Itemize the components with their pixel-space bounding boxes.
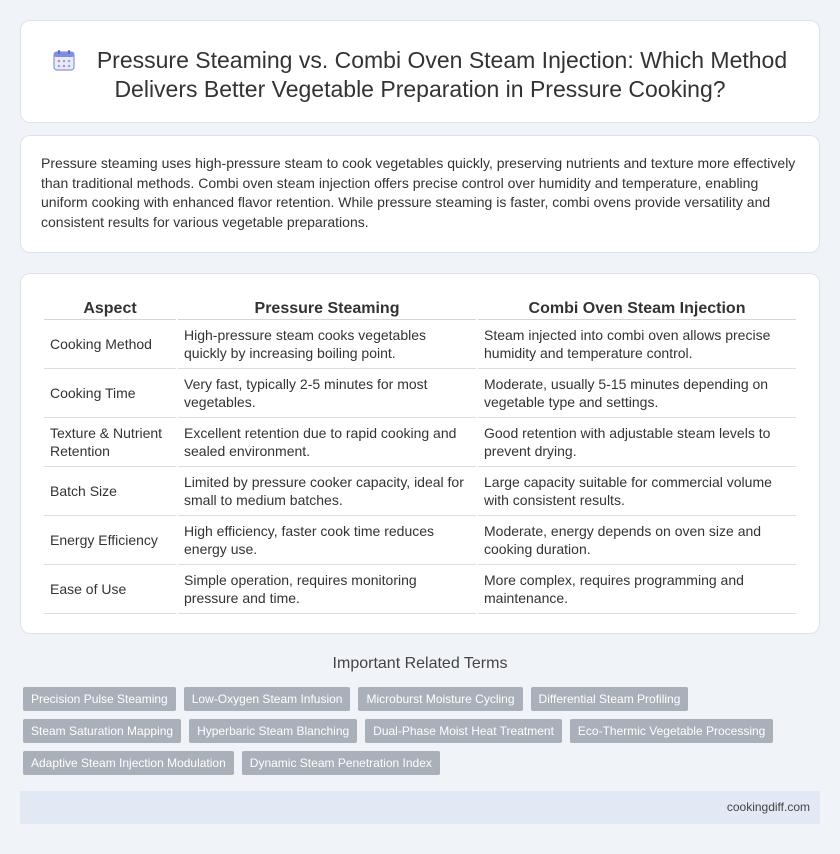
row-aspect: Texture & Nutrient Retention	[44, 418, 176, 467]
row-pressure-steaming: High efficiency, faster cook time reduces energy use.	[178, 516, 476, 565]
tag-eco-thermic-vegetable-processing[interactable]: Eco-Thermic Vegetable Processing	[570, 719, 773, 743]
tag-precision-pulse-steaming[interactable]: Precision Pulse Steaming	[23, 687, 176, 711]
comparison-card	[20, 273, 820, 634]
row-pressure-steaming: Excellent retention due to rapid cooking and sealed environment.	[178, 418, 476, 467]
related-terms-heading: Important Related Terms	[332, 655, 508, 672]
page-title	[51, 46, 789, 104]
footer-site-link[interactable]: cookingdiff.com	[726, 800, 810, 814]
footer	[20, 791, 820, 824]
tag-adaptive-steam-injection-modulation[interactable]: Adaptive Steam Injection Modulation	[23, 751, 234, 775]
header-pressure-steaming: Pressure Steaming	[178, 296, 476, 320]
intro-card	[20, 135, 820, 253]
row-pressure-steaming: Very fast, typically 2-5 minutes for most vegetables.	[178, 369, 476, 418]
table-row	[44, 467, 796, 516]
row-aspect: Cooking Method	[44, 320, 176, 369]
row-combi-oven: Good retention with adjustable steam levels to prevent drying.	[478, 418, 796, 467]
intro-text: Pressure steaming uses high-pressure steam to cook vegetables quickly, preserving nutrients and texture more effectively than traditional methods. Combi oven steam injection offers precise control over humidity and temperature, enabling uniform cooking with enhanced flavor retention. While pressure steaming is faster, combi ovens provide versatility and consistent results for various vegetable preparations.	[41, 155, 796, 230]
tag-row	[23, 751, 803, 775]
calendar-icon	[53, 49, 75, 71]
related-terms-tags	[23, 687, 803, 783]
header-combi-oven: Combi Oven Steam Injection	[478, 296, 796, 320]
table-row	[44, 565, 796, 614]
row-aspect: Energy Efficiency	[44, 516, 176, 565]
row-combi-oven: Steam injected into combi oven allows precise humidity and temperature control.	[478, 320, 796, 369]
table-row	[44, 320, 796, 369]
row-aspect: Ease of Use	[44, 565, 176, 614]
tag-steam-saturation-mapping[interactable]: Steam Saturation Mapping	[23, 719, 181, 743]
row-combi-oven: More complex, requires programming and maintenance.	[478, 565, 796, 614]
tag-row	[23, 719, 803, 743]
table-row	[44, 418, 796, 467]
row-pressure-steaming: Limited by pressure cooker capacity, ideal for small to medium batches.	[178, 467, 476, 516]
tag-dynamic-steam-penetration-index[interactable]: Dynamic Steam Penetration Index	[242, 751, 440, 775]
tag-hyperbaric-steam-blanching[interactable]: Hyperbaric Steam Blanching	[189, 719, 357, 743]
row-combi-oven: Moderate, usually 5-15 minutes depending on vegetable type and settings.	[478, 369, 796, 418]
title-card	[20, 20, 820, 123]
tag-low-oxygen-steam-infusion[interactable]: Low-Oxygen Steam Infusion	[184, 687, 351, 711]
tag-dual-phase-moist-heat-treatment[interactable]: Dual-Phase Moist Heat Treatment	[365, 719, 562, 743]
page-title-text: Pressure Steaming vs. Combi Oven Steam Injection: Which Method Delivers Better Vegetable Preparation in Pressure Cooking?	[96, 47, 788, 102]
row-combi-oven: Moderate, energy depends on oven size and cooking duration.	[478, 516, 796, 565]
tag-row	[23, 687, 803, 711]
table-row	[44, 516, 796, 565]
header-aspect: Aspect	[44, 296, 176, 320]
table-header-row	[44, 296, 796, 320]
comparison-table	[42, 296, 798, 614]
row-aspect: Cooking Time	[44, 369, 176, 418]
table-row	[44, 369, 796, 418]
tag-differential-steam-profiling[interactable]: Differential Steam Profiling	[531, 687, 689, 711]
row-pressure-steaming: High-pressure steam cooks vegetables quickly by increasing boiling point.	[178, 320, 476, 369]
row-pressure-steaming: Simple operation, requires monitoring pressure and time.	[178, 565, 476, 614]
row-combi-oven: Large capacity suitable for commercial volume with consistent results.	[478, 467, 796, 516]
row-aspect: Batch Size	[44, 467, 176, 516]
tag-microburst-moisture-cycling[interactable]: Microburst Moisture Cycling	[358, 687, 522, 711]
